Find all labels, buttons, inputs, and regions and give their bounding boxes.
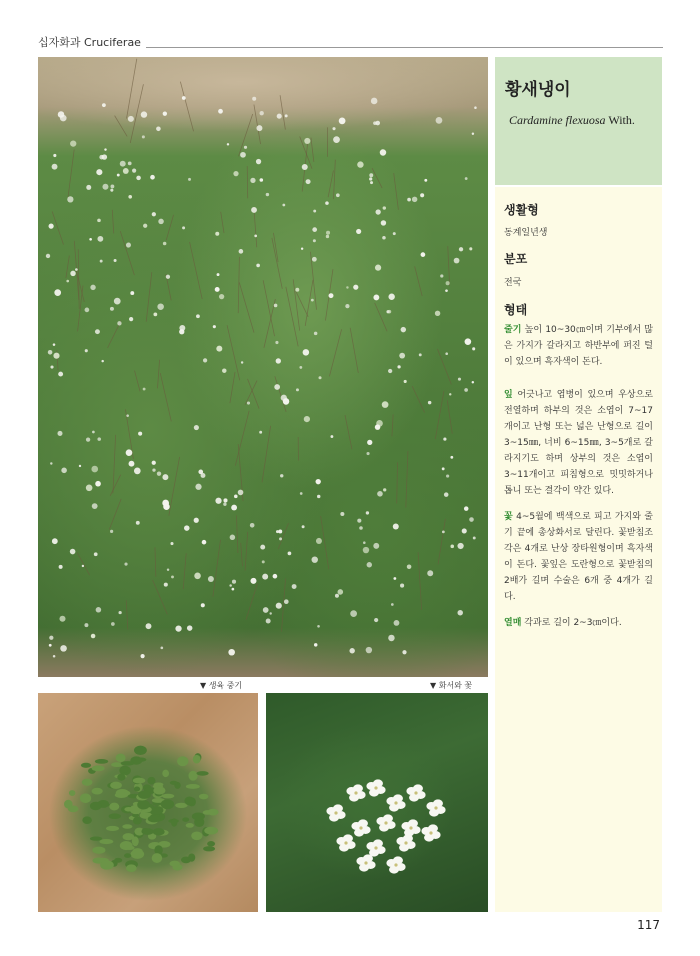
morphology-heading: 형태 (504, 303, 528, 317)
leaf-text: 어긋나고 엽병이 있으며 우상으로 전열하며 하부의 것은 소엽이 7~17개이고 난형 또는 넓은 난형으로 길이 3~15㎜, 너비 6~15㎜, 3~5개로 갈라지기도 하며 상부의 것은 소엽이 3~11개이고 피침형으로 밋밋하거나 톱니 또는 결각이 약간 있다. (504, 390, 653, 496)
scientific-name (509, 113, 635, 128)
running-header (38, 34, 663, 50)
fruit-label: 열매 (504, 618, 522, 628)
closeup-flowers (266, 693, 488, 912)
main-plant-photo (38, 57, 488, 677)
description-panel (495, 187, 662, 912)
life-form-text: 동계일년생 (504, 228, 548, 238)
flower-text: 4~5월에 백색으로 피고 가지와 줄기 끝에 총상화서로 달린다. 꽃받침조각은 4개로 난상 장타원형이며 흑자색이 돈다. 꽃잎은 도란형으로 꽃받침의 2배가 길며 수술은 6개 중 4개가 길다. (504, 512, 653, 602)
scientific-binomial: Cardamine flexuosa (509, 113, 606, 127)
life-form-heading: 생활형 (504, 203, 539, 217)
fruit-paragraph (504, 615, 653, 631)
flower-label: 꽃 (504, 512, 513, 522)
flower-paragraph (504, 509, 653, 605)
leaf-label: 잎 (504, 390, 513, 400)
header-rule (146, 47, 663, 48)
distribution-text: 전국 (504, 278, 522, 288)
rosette-photo (38, 693, 258, 912)
stem-text: 높이 10~30㎝이며 기부에서 많은 가지가 갈라지고 하반부에 퍼진 털이 있으며 흑자색이 돈다. (504, 325, 653, 367)
scientific-author: With. (608, 113, 635, 127)
caption-growth-stage: ▼ 생육 중기 (200, 681, 243, 690)
flower-closeup-photo (266, 693, 488, 912)
stem-paragraph (504, 322, 653, 370)
main-photo-flowers (38, 57, 488, 677)
stem-label: 줄기 (504, 325, 522, 335)
fruit-text: 각과로 길이 2~3㎝이다. (521, 618, 622, 628)
family-name: 십자화과 Cruciferae (38, 36, 141, 49)
leaf-paragraph (504, 387, 653, 499)
korean-name: 황새냉이 (505, 80, 571, 100)
rosette-leaves (38, 693, 258, 912)
page-number: 117 (637, 918, 660, 932)
species-title-box (495, 57, 662, 185)
caption-inflorescence: ▼ 화서와 꽃 (430, 681, 473, 690)
distribution-heading: 분포 (504, 252, 528, 266)
